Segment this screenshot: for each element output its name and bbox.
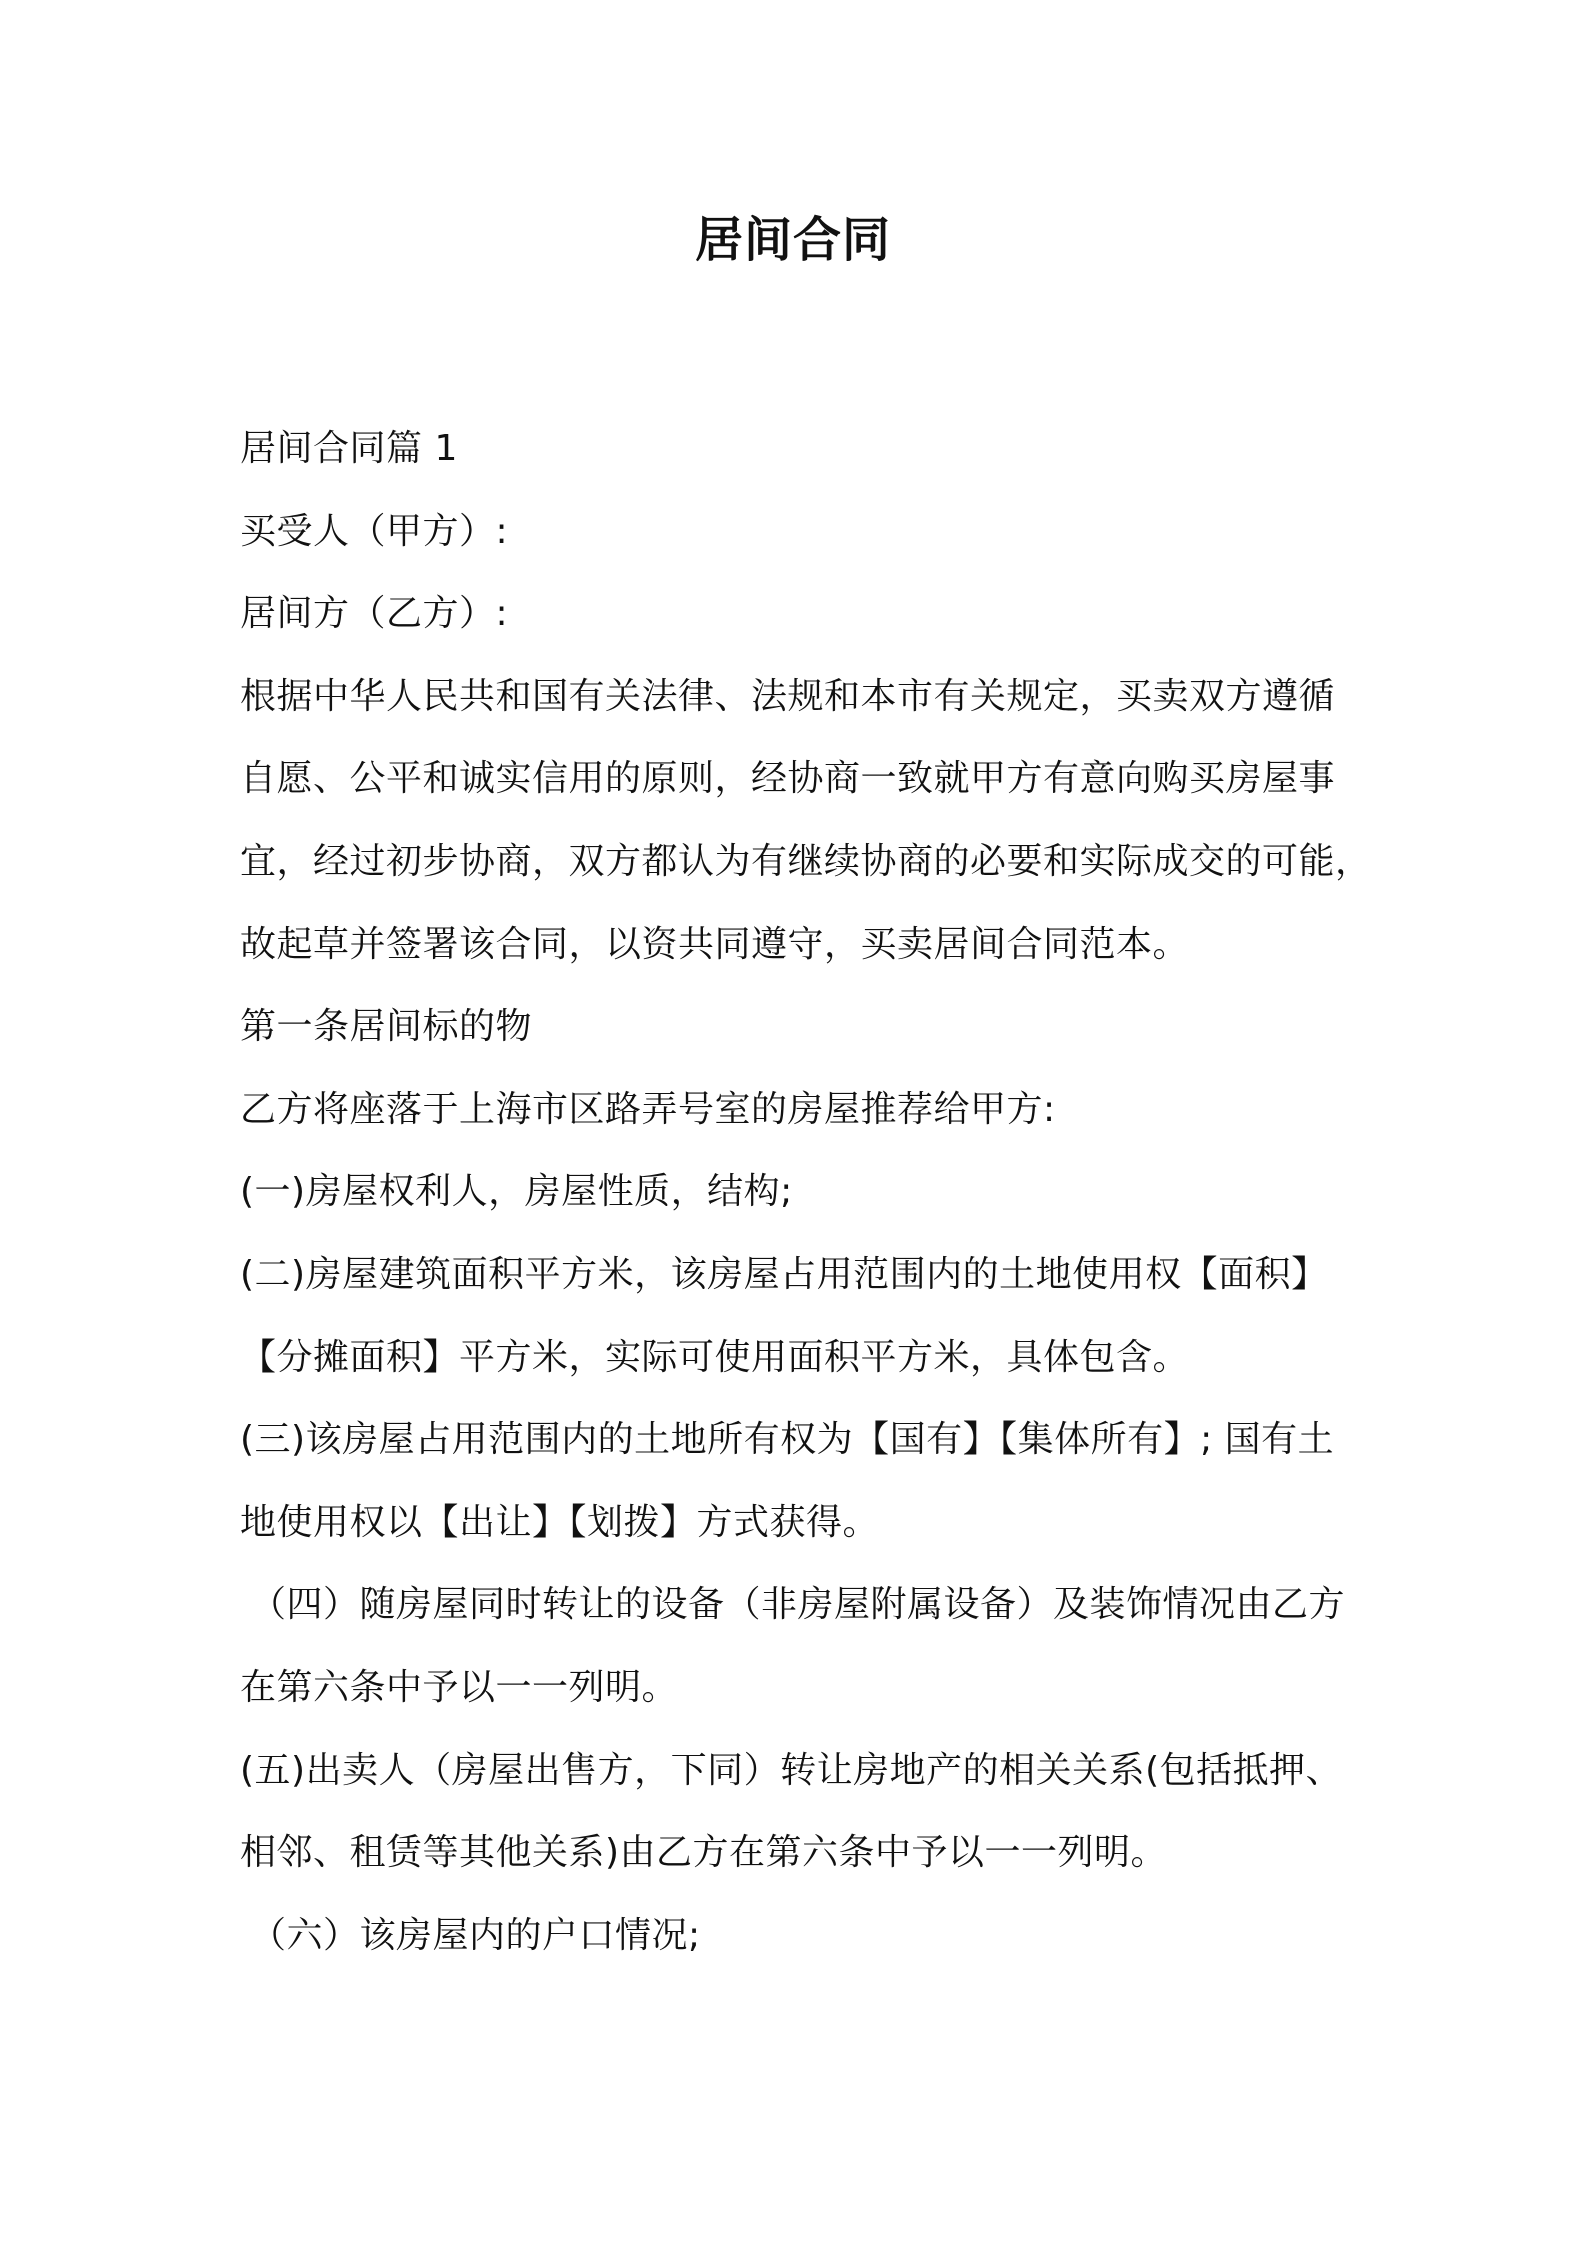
clause-line: (二)房屋建筑面积平方米，该房屋占用范围内的土地使用权【面积】 bbox=[240, 1253, 1328, 1295]
buyer-line: 买受人（甲方）: bbox=[240, 510, 509, 552]
document-title: 居间合同 bbox=[694, 212, 891, 268]
paragraph-line: 乙方将座落于上海市区路弄号室的房屋推荐给甲方: bbox=[240, 1088, 1056, 1130]
section-heading: 居间合同篇 1 bbox=[240, 428, 458, 469]
clause-line: (三)该房屋占用范围内的土地所有权为【国有】【集体所有】; 国有土 bbox=[240, 1419, 1335, 1461]
clause-line: 在第六条中予以一一列明。 bbox=[240, 1666, 679, 1708]
paragraph-line: 故起草并签署该合同，以资共同遵守，买卖居间合同范本。 bbox=[240, 923, 1190, 965]
clause-line: 【分摊面积】平方米，实际可使用面积平方米，具体包含。 bbox=[240, 1336, 1190, 1378]
intermediary-line: 居间方（乙方）: bbox=[240, 593, 509, 635]
paragraph-line: 宜，经过初步协商，双方都认为有继续协商的必要和实际成交的可能， bbox=[240, 840, 1372, 882]
document-body bbox=[240, 408, 1372, 1977]
clause-line: 相邻、租赁等其他关系)由乙方在第六条中予以一一列明。 bbox=[240, 1832, 1168, 1874]
article-heading: 第一条居间标的物 bbox=[240, 1006, 533, 1048]
clause-line: (一)房屋权利人，房屋性质，结构; bbox=[240, 1171, 793, 1213]
clause-line: (五)出卖人（房屋出售方，下同）转让房地产的相关关系(包括抵押、 bbox=[240, 1749, 1343, 1791]
clause-line: （六）该房屋内的户口情况; bbox=[250, 1914, 701, 1956]
clause-line: 地使用权以【出让】【划拨】方式获得。 bbox=[240, 1501, 880, 1543]
paragraph-line: 自愿、公平和诚实信用的原则，经协商一致就甲方有意向购买房屋事 bbox=[240, 758, 1336, 800]
paragraph-line: 根据中华人民共和国有关法律、法规和本市有关规定，买卖双方遵循 bbox=[240, 675, 1336, 717]
clause-line: （四）随房屋同时转让的设备（非房屋附属设备）及装饰情况由乙方 bbox=[250, 1584, 1346, 1626]
